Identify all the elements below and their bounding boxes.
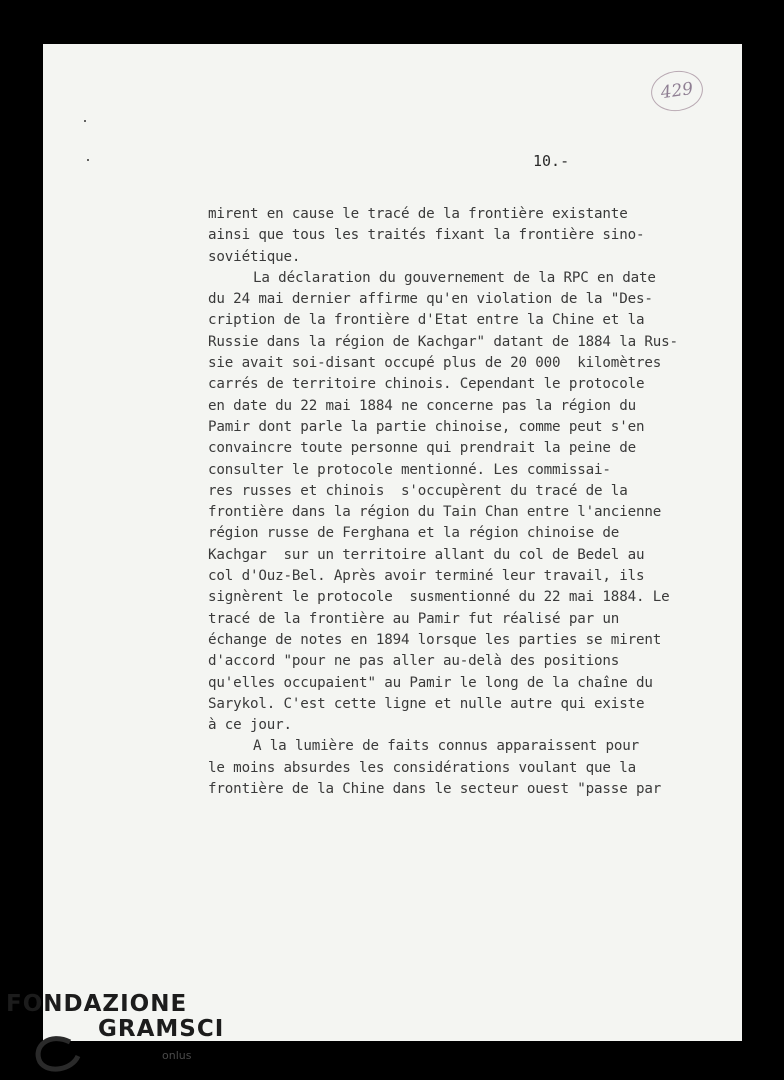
text-line: col d'Ouz-Bel. Après avoir terminé leur travail, ils bbox=[208, 568, 645, 585]
text-line: La déclaration du gouvernement de la RPC en date bbox=[253, 269, 656, 286]
text-line: frontière dans la région du Tain Chan entre l'ancienne bbox=[208, 504, 662, 521]
text-line: le moins absurdes les considérations voulant que la bbox=[208, 759, 636, 776]
text-line: Kachgar sur un territoire allant du col de Bedel au bbox=[208, 546, 645, 563]
page-number: 10.- bbox=[533, 152, 570, 170]
text-line: ainsi que tous les traités fixant la frontière sino- bbox=[208, 227, 645, 244]
text-line: sie avait soi-disant occupé plus de 20 000 kilomètres bbox=[208, 355, 662, 372]
scan-speck bbox=[84, 120, 86, 122]
text-line: convaincre toute personne qui prendrait la peine de bbox=[208, 440, 636, 457]
watermark-onlus: onlus bbox=[162, 1049, 192, 1062]
text-line: du 24 mai dernier affirme qu'en violation de la "Des- bbox=[208, 291, 653, 308]
scan-speck bbox=[87, 159, 89, 161]
text-line: Pamir dont parle la partie chinoise, comme peut s'en bbox=[208, 418, 645, 435]
text-line: d'accord "pour ne pas aller au-delà des positions bbox=[208, 653, 620, 670]
text-line: signèrent le protocole susmentionné du 22 mai 1884. Le bbox=[208, 589, 670, 606]
logo-swirl-icon bbox=[30, 1034, 82, 1074]
text-line: région russe de Ferghana et la région chinoise de bbox=[208, 525, 620, 542]
body-text bbox=[208, 204, 708, 800]
text-line: cription de la frontière d'Etat entre la Chine et la bbox=[208, 312, 645, 329]
watermark: FONDAZIONE GRAMSCI bbox=[6, 991, 225, 1042]
text-line: mirent en cause le tracé de la frontière existante bbox=[208, 206, 628, 222]
text-line: frontière de la Chine dans le secteur ouest "passe par bbox=[208, 781, 662, 798]
text-line: carrés de territoire chinois. Cependant le protocole bbox=[208, 376, 645, 393]
text-line: en date du 22 mai 1884 ne concerne pas la région du bbox=[208, 397, 636, 414]
text-line: à ce jour. bbox=[208, 717, 292, 734]
text-line: A la lumière de faits connus apparaissent pour bbox=[253, 738, 640, 755]
text-line: Sarykol. C'est cette ligne et nulle autre qui existe bbox=[208, 695, 645, 712]
handwritten-page-number: 429 bbox=[648, 68, 705, 115]
text-line: qu'elles occupaient" au Pamir le long de la chaîne du bbox=[208, 674, 653, 691]
text-line: échange de notes en 1894 lorsque les parties se mirent bbox=[208, 631, 662, 648]
text-line: res russes et chinois s'occupèrent du tracé de la bbox=[208, 482, 628, 499]
text-line: consulter le protocole mentionné. Les commissai- bbox=[208, 461, 611, 478]
text-line: tracé de la frontière au Pamir fut réalisé par un bbox=[208, 610, 620, 627]
text-line: Russie dans la région de Kachgar" datant de 1884 la Rus- bbox=[208, 333, 678, 350]
text-line: soviétique. bbox=[208, 248, 301, 265]
